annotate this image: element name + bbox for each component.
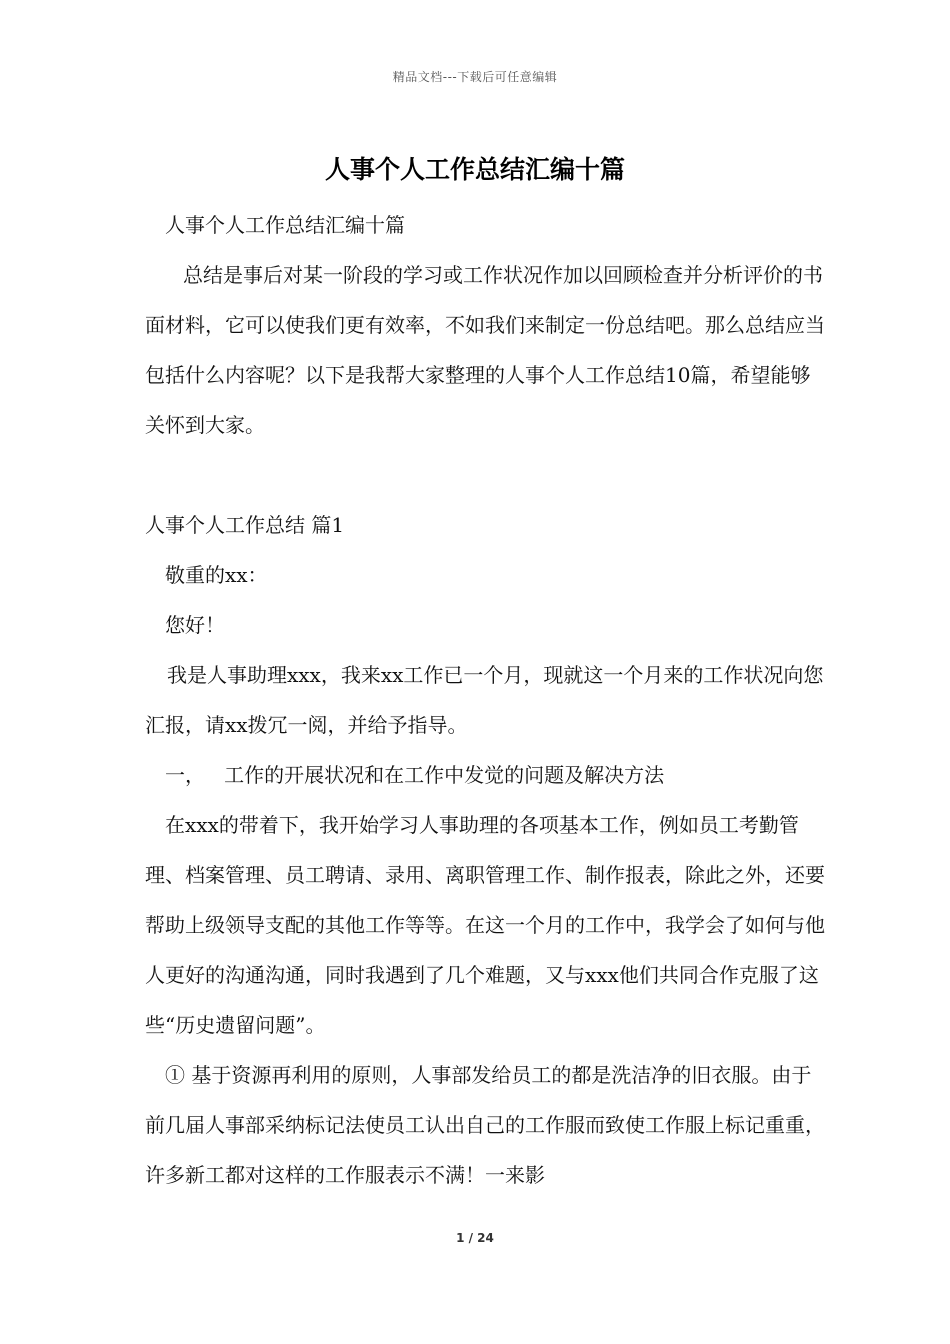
- greeting: 您好！: [165, 613, 225, 637]
- subtitle-paragraph: 人事个人工作总结汇编十篇: [165, 213, 405, 237]
- page-number: 1 / 24: [456, 1231, 494, 1245]
- body-paragraph: ① 基于资源再利用的原则，人事部发给员工的都是洗洁净的旧衣服。由于前几届人事部采纳标记法使员工认出自己的工作服而致使工作服上标记重重，许多新工都对这样的工作服表示不满！一来影: [145, 1063, 825, 1187]
- page-header: 精品文档---下载后可任意编辑: [392, 70, 558, 84]
- section-heading: 人事个人工作总结 篇1: [145, 513, 345, 537]
- intro-paragraph: 总结是事后对某一阶段的学习或工作状况作加以回顾检查并分析评价的书面材料，它可以使我们更有效率，不如我们来制定一份总结吧。那么总结应当包括什么内容呢？以下是我帮大家整理的人事个人工作总结10篇，希望能够关怀到大家。: [145, 263, 825, 437]
- paragraph-spacer: [145, 450, 825, 500]
- body-paragraph: 我是人事助理xxx，我来xx工作已一个月，现就这一个月来的工作状况向您汇报，请xx拨冗一阅，并给予指导。: [145, 663, 824, 737]
- numbered-heading: 一， 工作的开展状况和在工作中发觉的问题及解决方法: [165, 763, 665, 787]
- body-paragraph: 在xxx的带着下，我开始学习人事助理的各项基本工作，例如员工考勤管理、档案管理、员工聘请、录用、离职管理工作、制作报表，除此之外，还要帮助上级领导支配的其他工作等等。在这一个月的工作中，我学会了如何与他人更好的沟通沟通，同时我遇到了几个难题，又与xxx他们共同合作克服了这些“历史遗留问题”。: [145, 813, 825, 1037]
- document-body: [145, 200, 825, 1200]
- document-title: 人事个人工作总结汇编十篇: [324, 155, 625, 184]
- salutation: 敬重的xx：: [165, 563, 268, 587]
